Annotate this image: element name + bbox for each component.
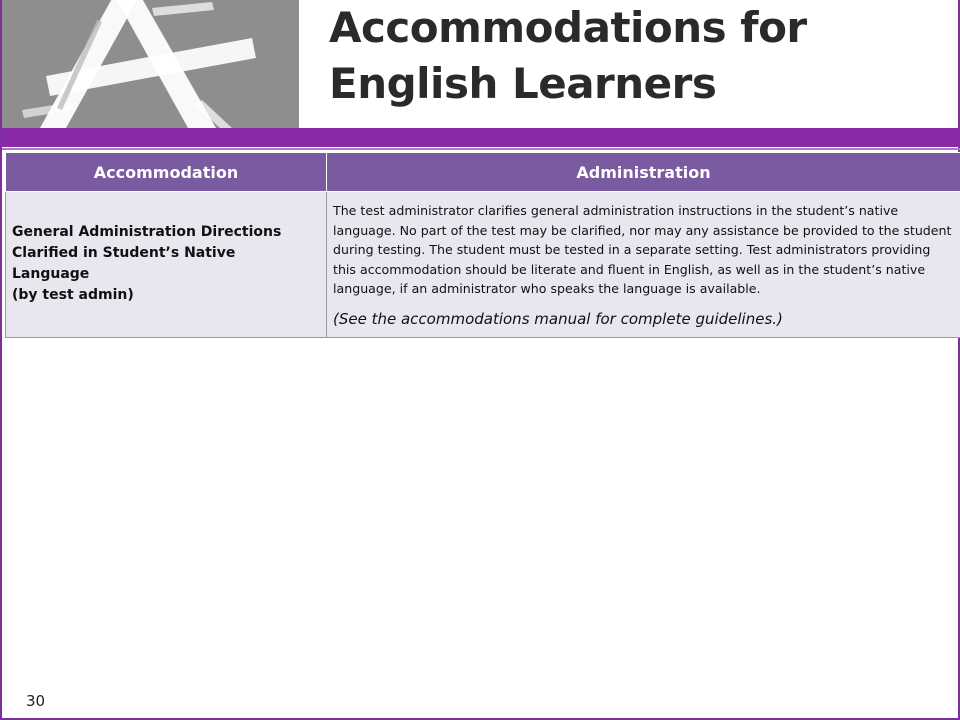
header-accommodation: Accommodation xyxy=(6,153,327,192)
table-header-row xyxy=(6,153,960,192)
accommodation-line: Language xyxy=(12,266,90,283)
table-row xyxy=(6,192,960,338)
letter-a-logo-graphic xyxy=(2,0,299,128)
accommodations-table xyxy=(5,152,960,338)
administration-note: (See the accommodations manual for complete guidelines.) xyxy=(333,309,783,328)
title-line-1: Accommodations for xyxy=(329,3,807,52)
header-administration: Administration xyxy=(327,153,960,192)
administration-cell xyxy=(327,192,960,338)
accommodation-cell xyxy=(6,192,327,338)
accent-band xyxy=(2,128,960,147)
divider-line xyxy=(2,148,960,150)
letter-a-logo xyxy=(2,0,299,128)
administration-text: The test administrator clarifies general administration instructions in the student’s native language. No part of the test may be clarified, nor may any assistance be provided to the student during testing. The student must be tested in a separate setting. Test administrators providing this accommodation should be literate and fluent in English, as well as in the student’s native language, if an administrator who speaks the language is available. xyxy=(333,203,952,296)
accommodation-line: Clarified in Student’s Native xyxy=(12,245,236,262)
accommodation-line: General Administration Directions xyxy=(12,224,282,241)
page-number: 30 xyxy=(26,692,46,710)
accommodation-line: (by test admin) xyxy=(12,287,134,304)
slide-title xyxy=(329,0,807,112)
title-line-2: English Learners xyxy=(329,59,717,108)
